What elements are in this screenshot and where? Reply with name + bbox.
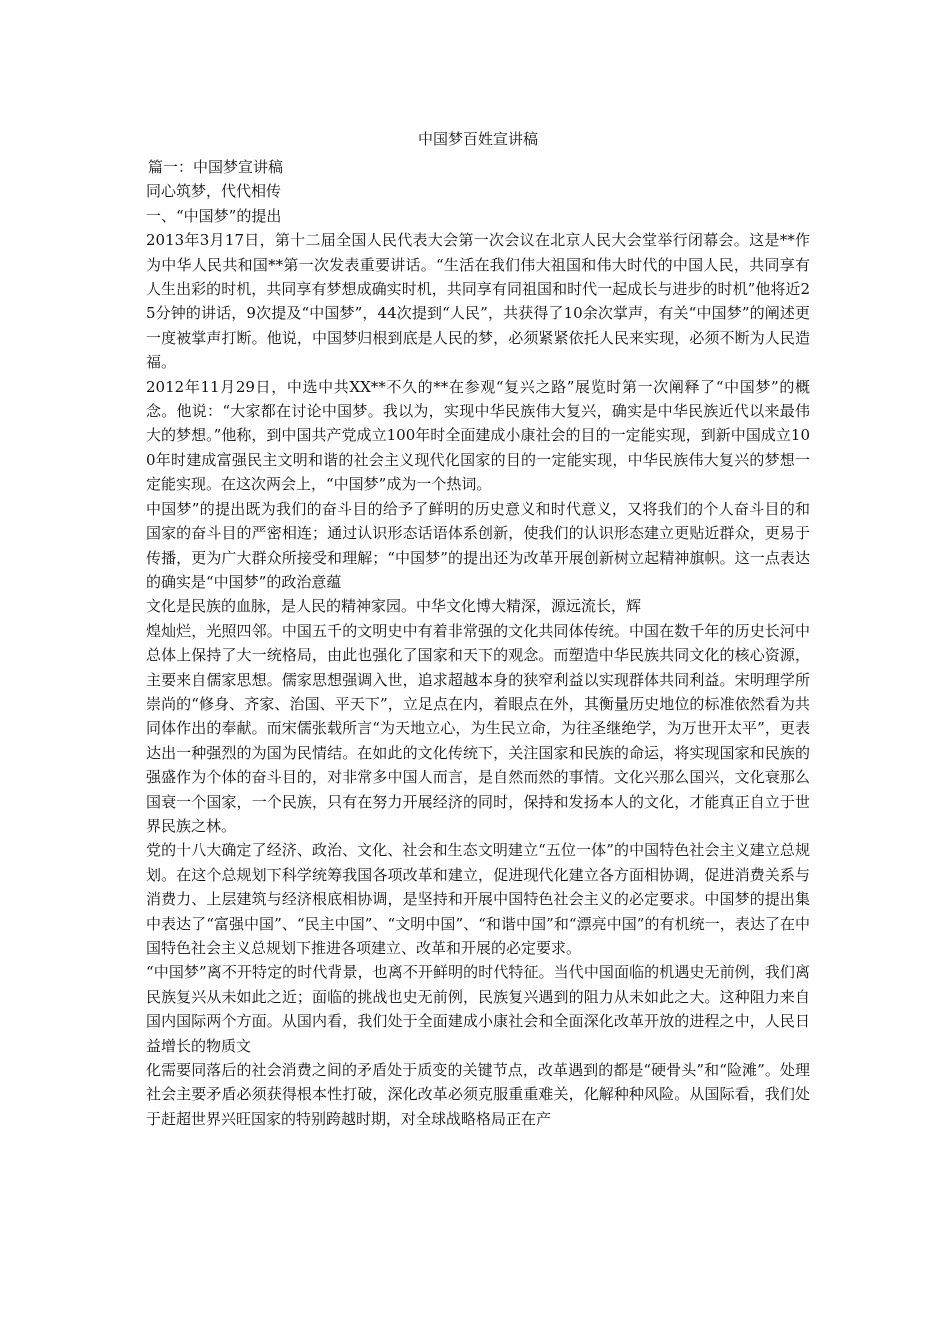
paragraph: 文化是民族的血脉，是人民的精神家园。中华文化博大精深，源远流长，辉 bbox=[146, 597, 642, 616]
paragraph: 党的十八大确定了经济、政治、文化、社会和生态文明建立“五位一体”的中国特色社会主义建立总规划。在这个总规划下科学统筹我国各项改革和建立，促进现代化建立各方面相协调，促进消费关系与消费力、上层建筑与经济根底相协调，是坚持和开展中国特色社会主义的必定要求。中国梦的提出集中表达了“富强中国”、“民主中国”、“文明中国”、“和谐中国”和“漂亮中国”的有机统一，表达了在中国特色社会主义总规划下推进各项建立、改革和开展的必定要求。 bbox=[146, 841, 810, 957]
paragraph: 中国梦”的提出既为我们的奋斗目的给予了鲜明的历史意义和时代意义，又将我们的个人奋斗目的和国家的奋斗目的严密相连；通过认识形态话语体系创新，使我们的认识形态建立更贴近群众，更易于传播，更为广大群众所接受和理解；“中国梦”的提出还为改革开展创新树立起精神旗帜。这一点表达的确实是“中国梦”的政治意蕴 bbox=[146, 499, 810, 591]
paragraph: 2013年3月17日，第十二届全国人民代表大会第一次会议在北京人民大会堂举行闭幕会。这是**作为中华人民共和国**第一次发表重要讲话。“生活在我们伟大祖国和伟大时代的中国人民，共同享有人生出彩的时机，共同享有梦想成确实时机，共同享有同祖国和时代一起成长与进步的时机”他将近25分钟的讲话，9次提及“中国梦”，44次提到“人民”，共获得了10余次掌声，有关“中国梦”的阐述更一度被掌声打断。他说，中国梦归根到底是人民的梦，必须紧紧依托人民来实现，必须不断为人民造福。 bbox=[146, 231, 810, 372]
section-heading: 一、“中国梦”的提出 bbox=[146, 206, 282, 225]
document-title: 中国梦百姓宣讲稿 bbox=[417, 130, 538, 148]
paragraph: 2012年11月29日，中选中共XX**不久的**在参观“复兴之路”展览时第一次阐释了“中国梦”的概念。他说：“大家都在讨论中国梦。我以为，实现中华民族伟大复兴，确实是中华民族近代以来最伟大的梦想。”他称，到中国共产党成立100年时全面建成小康社会的目的一定能实现，到新中国成立100年时建成富强民主文明和谐的社会主义现代化国家的目的一定能实现，中华民族伟大复兴的梦想一定能实现。在这次两会上，“中国梦”成为一个热词。 bbox=[146, 377, 810, 494]
paragraph: 煌灿烂，光照四邻。中国五千的文明史中有着非常强的文化共同体传统。中国在数千年的历史长河中总体上保持了大一统格局，由此也强化了国家和天下的观念。而塑造中华民族共同文化的核心资源，主要来自儒家思想。儒家思想强调入世，追求超越本身的狭窄利益以实现群体共同利益。宋明理学所崇尚的“修身、齐家、治国、平天下”，立足点在内，着眼点在外，其衡量历史地位的标准依然看为共同体作出的奉献。而宋儒张载所言“为天地立心，为生民立命，为往圣继绝学，为万世开太平”，更表达出一种强烈的为国为民情结。在如此的文化传统下，关注国家和民族的命运，将实现国家和民族的强盛作为个体的奋斗目的，对非常多中国人而言，是自然而然的事情。文化兴那么国兴，文化衰那么国衰一个国家，一个民族，只有在努力开展经济的同时，保持和发扬本人的文化，才能真正自立于世界民族之林。 bbox=[146, 621, 810, 835]
paragraph: 化需要同落后的社会消费之间的矛盾处于质变的关键节点，改革遇到的都是“硬骨头”和“险滩”。处理社会主要矛盾必须获得根本性打破，深化改革必须克服重重难关，化解种种风险。从国际看，我们处于赶超世界兴旺国家的特别跨越时期，对全球战略格局正在产 bbox=[146, 1061, 810, 1128]
section-heading-part-one: 篇一：中国梦宣讲稿 bbox=[148, 158, 284, 176]
subtitle: 同心筑梦，代代相传 bbox=[146, 182, 282, 201]
paragraph: “中国梦”离不开特定的时代背景，也离不开鲜明的时代特征。当代中国面临的机遇史无前例，我们离民族复兴从未如此之近；面临的挑战也史无前例，民族复兴遇到的阻力从未如此之大。这种阻力来自国内国际两个方面。从国内看，我们处于全面建成小康社会和全面深化改革开放的进程之中，人民日益增长的物质文 bbox=[146, 963, 810, 1055]
